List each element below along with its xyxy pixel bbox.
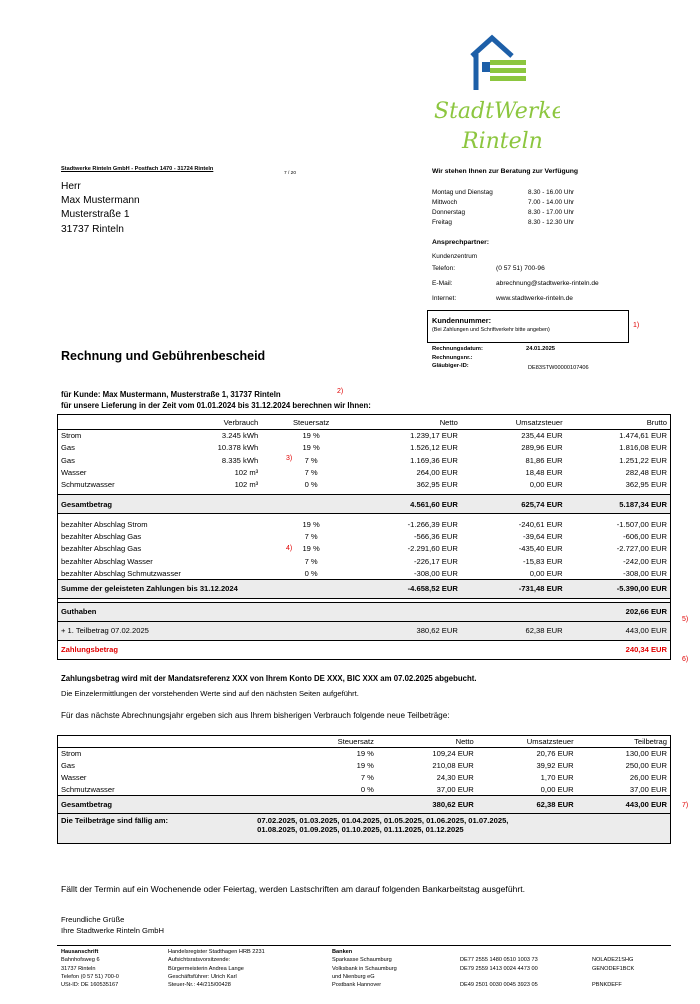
customer-number-box: [427, 310, 629, 343]
holiday-note: Fällt der Termin auf ein Wochenende oder Feiertag, werden Lastschriften am darauf folgenden Bankarbeitstag ausgeführt.: [61, 884, 526, 894]
document-title: Rechnung und Gebührenbescheid: [61, 349, 266, 363]
payment-tax: 0 %: [304, 568, 318, 578]
company-logo: [430, 30, 560, 160]
first-installment-net: 380,62 EUR: [361, 621, 461, 640]
payment-tax: 7 %: [304, 556, 318, 566]
payment-net: -566,36 EUR: [413, 531, 458, 541]
due-dates-line2: 01.08.2025, 01.09.2025, 01.10.2025, 01.11.2025, 01.12.2025: [257, 825, 464, 834]
contact-department: Kundenzentrum: [432, 253, 478, 260]
footer-bic: [592, 948, 634, 989]
payments-total-row: [58, 579, 671, 598]
item-vat: 18,48 EUR: [525, 468, 563, 478]
payment-net: -226,17 EUR: [413, 556, 458, 566]
payment-name: bezahlter Abschlag Strom: [61, 519, 148, 529]
plan-tax: 0 %: [360, 784, 374, 794]
plan-vat: 39,92 EUR: [536, 761, 574, 770]
plan-total-amount: 443,00 EUR: [577, 796, 671, 814]
header-taxrate: Steuersatz: [261, 415, 361, 430]
hours-day: Donnerstag: [432, 209, 466, 216]
payment-net: -1.266,39 EUR: [407, 519, 458, 529]
plan-tax: 19 %: [356, 761, 374, 770]
item-name: Schmutzwasser: [61, 480, 115, 490]
footer-divider: [57, 945, 671, 946]
closing: [61, 914, 164, 937]
table-row: [58, 772, 671, 784]
contact-label: Ansprechpartner:: [432, 239, 490, 246]
table-row: [58, 518, 671, 530]
item-vat: 289,96 EUR: [521, 443, 563, 453]
closing-greeting: Freundliche Grüße: [61, 915, 125, 924]
table-row: [58, 567, 671, 579]
recipient-salutation: Herr: [61, 181, 81, 192]
green-stripe-1: [490, 60, 526, 65]
table-row: [58, 555, 671, 567]
table-row: [58, 430, 671, 442]
first-installment-gross: 443,00 EUR: [566, 621, 671, 640]
table-row: [58, 543, 671, 555]
table-row: [58, 760, 671, 772]
plan-net: 210,08 EUR: [432, 761, 474, 770]
plan-name: Schmutzwasser: [61, 784, 115, 794]
plan-name: Wasser: [61, 773, 87, 782]
invoice-table: [57, 414, 671, 660]
item-qty: 102 m³: [234, 468, 259, 478]
hours-time: 8.30 - 16.00 Uhr: [528, 189, 575, 196]
item-qty: 8.335 kWh: [221, 455, 259, 465]
invoice-meta: [432, 346, 589, 372]
footnote-5: 5): [682, 616, 689, 623]
payment-net: -2.291,60 EUR: [407, 544, 458, 554]
recipient-city: 31737 Rinteln: [61, 223, 124, 235]
item-net: 1.526,12 EUR: [410, 443, 458, 453]
payment-gross: -308,00 EUR: [623, 568, 667, 578]
item-vat: 0,00 EUR: [529, 480, 563, 490]
item-qty: 3.245 kWh: [221, 431, 259, 441]
payment-gross: -2.727,00 EUR: [616, 544, 667, 554]
table-row: [58, 442, 671, 454]
item-name: Strom: [61, 431, 82, 441]
footer-register: [168, 948, 265, 989]
phone-number[interactable]: (0 57 51) 700-96: [496, 265, 545, 272]
contact-key: E-Mail:: [432, 280, 453, 287]
item-gross: 1.251,22 EUR: [619, 455, 667, 465]
payment-amount-label: Zahlungsbetrag: [58, 640, 566, 659]
footer-text: Volksbank in Schaumburg: [332, 965, 397, 972]
footer-iban: [460, 948, 538, 989]
item-tax: 0 %: [304, 480, 318, 490]
invoice-date: 24.01.2025: [526, 346, 556, 352]
due-dates-line1: 07.02.2025, 01.03.2025, 01.04.2025, 01.05.2025, 01.06.2025, 01.07.2025,: [257, 816, 509, 825]
footer-text: Bürgermeisterin Andrea Lange: [168, 965, 244, 972]
item-name: Gas: [61, 443, 75, 453]
item-net: 1.239,17 EUR: [410, 431, 458, 441]
footer-text: Bahnhofsweg 6: [61, 957, 100, 964]
plan-amount: 37,00 EUR: [629, 784, 667, 794]
plan-tax: 19 %: [356, 749, 374, 759]
green-stripe-2: [490, 68, 526, 73]
total-net: 4.561,60 EUR: [361, 495, 461, 514]
plan-name: Strom: [61, 749, 82, 759]
closing-company: Ihre Stadtwerke Rinteln GmbH: [61, 926, 164, 936]
due-dates-row: [58, 814, 671, 844]
footnote-2: 2): [337, 388, 344, 395]
credit-gross: 202,66 EUR: [566, 602, 671, 621]
footer-text: und Nienburg eG: [332, 973, 375, 980]
direct-debit-note: Zahlungsbetrag wird mit der Mandatsreferenz XXX von Ihrem Konto DE XXX, BIC XXX am 07.02.2025 abgebucht.: [61, 674, 477, 683]
footer-text: [460, 948, 538, 956]
header-vat: Umsatzsteuer: [461, 415, 566, 430]
plan-vat: 1,70 EUR: [540, 773, 574, 782]
footnote-7: 7): [682, 802, 689, 809]
payment-vat: -39,64 EUR: [522, 531, 563, 541]
table-row: [58, 784, 671, 796]
payment-gross: -1.507,00 EUR: [616, 519, 667, 529]
item-tax: 7 %: [304, 468, 318, 478]
payment-name: bezahlter Abschlag Gas: [61, 531, 142, 541]
header-gross: Brutto: [566, 415, 671, 430]
item-tax: 7 %: [304, 455, 318, 465]
payment-gross: -606,00 EUR: [623, 531, 667, 541]
hours-day: Montag und Dienstag: [432, 189, 493, 196]
first-installment-vat: 62,38 EUR: [461, 621, 566, 640]
footnote-6: 6): [682, 656, 689, 663]
due-dates-label: Die Teilbeträge sind fällig am:: [58, 814, 248, 844]
item-name: Gas: [61, 455, 75, 465]
footer-text: Steuer-Nr.: 44/215/00428: [168, 982, 231, 989]
footer-text: [592, 973, 634, 981]
info-heading: Wir stehen Ihnen zur Beratung zur Verfügung: [432, 168, 579, 175]
footer-text: NOLADE21SHG: [592, 957, 634, 964]
footer-text: DE77 2555 1480 0510 1003 73: [460, 957, 538, 964]
footer-text: DE79 2559 1413 0024 4473 00: [460, 965, 538, 972]
item-name: Wasser: [61, 468, 87, 478]
payment-name: bezahlter Abschlag Gas: [61, 544, 142, 554]
recipient-street: Musterstraße 1: [61, 209, 130, 221]
logo-line2: Rinteln: [462, 129, 543, 154]
due-dates: [247, 814, 670, 844]
header-vat: Umsatzsteuer: [477, 736, 577, 748]
table-row: [58, 479, 671, 491]
plan-total-vat: 62,38 EUR: [477, 796, 577, 814]
footer-text: Aufsichtsratsvorsitzende:: [168, 957, 231, 964]
installment-table-header: [58, 736, 671, 748]
footnote-1: 1): [633, 322, 640, 329]
footer-text: PBNKDEFF: [592, 982, 622, 989]
payment-vat: 0,00 EUR: [529, 568, 563, 578]
footer-banks: [332, 948, 397, 989]
header-net: Netto: [377, 736, 477, 748]
footer-text: [592, 948, 634, 956]
payment-vat: -435,40 EUR: [518, 544, 563, 554]
creditor-id: DE83STW00000107406: [528, 365, 589, 371]
item-gross: 1.816,08 EUR: [619, 443, 667, 453]
plan-total-label: Gesamtbetrag: [58, 796, 377, 814]
payments-total-vat: -731,48 EUR: [461, 579, 566, 598]
payment-vat: -240,61 EUR: [518, 519, 563, 529]
payment-vat: -15,83 EUR: [522, 556, 563, 566]
payment-name: bezahlter Abschlag Schmutzwasser: [61, 568, 181, 578]
footer-text: Postbank Hannover: [332, 982, 382, 989]
table-row: [58, 748, 671, 760]
creditor-id-label: Gläubiger-ID:: [432, 363, 469, 369]
green-stripe-3: [490, 76, 526, 81]
footer-text: GENODEF1BCK: [592, 965, 635, 972]
payments-total-label: Summe der geleisteten Zahlungen bis 31.12.2024: [58, 579, 362, 598]
footer-text: Geschäftsführer: Ulrich Karl: [168, 973, 237, 980]
item-tax: 19 %: [302, 431, 320, 441]
recipient-name: Max Mustermann: [61, 195, 140, 207]
header-consumption: Verbrauch: [177, 415, 261, 430]
plan-tax: 7 %: [360, 773, 374, 782]
house-door-shape: [482, 62, 490, 72]
page-number: 7 / 20: [284, 171, 297, 176]
website-link[interactable]: www.stadtwerke-rinteln.de: [496, 295, 573, 302]
footer-text: Telefon (0 57 51) 700-0: [61, 973, 119, 980]
item-net: 264,00 EUR: [416, 468, 458, 478]
plan-net: 24,30 EUR: [436, 773, 474, 782]
footer-heading: Banken: [332, 949, 353, 955]
total-label: Gesamtbetrag: [58, 495, 362, 514]
plan-vat: 20,76 EUR: [536, 749, 574, 759]
details-note: Die Einzelermittlungen der vorstehenden Werte sind auf den nächsten Seiten aufgeführt.: [61, 689, 359, 698]
payment-gross: -242,00 EUR: [623, 556, 667, 566]
header-net: Netto: [361, 415, 461, 430]
contact-key: Telefon:: [432, 265, 456, 272]
plan-net: 37,00 EUR: [436, 784, 474, 794]
customer-number-label: Kundennummer:: [432, 316, 492, 325]
payments-total-gross: -5.390,00 EUR: [566, 579, 671, 598]
header-installment: Teilbetrag: [577, 736, 671, 748]
invoice-table-header: [58, 415, 671, 430]
item-qty: 102 m³: [234, 480, 259, 490]
plan-total-net: 380,62 EUR: [377, 796, 477, 814]
first-installment-label: + 1. Teilbetrag 07.02.2025: [58, 621, 362, 640]
payment-amount: 240,34 EUR: [566, 640, 671, 659]
footer-text: [460, 973, 538, 981]
plan-vat: 0,00 EUR: [540, 784, 574, 794]
payment-tax: 19 %: [302, 544, 320, 554]
footer-address: [61, 948, 119, 989]
footer-text: Sparkasse Schaumburg: [332, 957, 392, 964]
hours-time: 7.00 - 14.00 Uhr: [528, 199, 575, 206]
period-line: für unsere Lieferung in der Zeit vom 01.01.2024 bis 31.12.2024 berechnen wir Ihnen:: [61, 401, 371, 410]
payment-tax: 19 %: [302, 519, 320, 529]
payment-name: bezahlter Abschlag Wasser: [61, 556, 153, 566]
footer-heading: Hausanschrift: [61, 949, 99, 955]
footnote-4: 4): [286, 545, 293, 552]
next-year-note: Für das nächste Abrechnungsjahr ergeben sich aus Ihrem bisherigen Verbrauch folgende neue Teilbeträge:: [61, 711, 450, 720]
hours-time: 8.30 - 12.30 Uhr: [528, 219, 575, 226]
item-net: 362,95 EUR: [416, 480, 458, 490]
email-link[interactable]: abrechnung@stadtwerke-rinteln.de: [496, 280, 599, 287]
contact-key: Internet:: [432, 295, 457, 302]
item-gross: 1.474,61 EUR: [619, 431, 667, 441]
invoice-number-label: Rechnungsnr.:: [432, 354, 473, 361]
payments-total-net: -4.658,52 EUR: [361, 579, 461, 598]
table-row: [58, 466, 671, 478]
item-vat: 81,86 EUR: [525, 455, 563, 465]
header-taxrate: Steuersatz: [247, 736, 377, 748]
footer-text: USt-ID: DE 160535167: [61, 982, 119, 989]
item-qty: 10.378 kWh: [217, 443, 259, 453]
invoice-date-label: Rechnungsdatum:: [432, 346, 483, 352]
payment-net: -308,00 EUR: [413, 568, 458, 578]
footer-text: Handelsregister Stadthagen HRB 2231: [168, 949, 265, 955]
customer-line: für Kunde: Max Mustermann, Musterstraße 1, 31737 Rinteln: [61, 390, 281, 399]
item-tax: 19 %: [302, 443, 320, 453]
plan-name: Gas: [61, 761, 75, 770]
first-installment-row: [58, 621, 671, 640]
customer-number-hint: (Bei Zahlungen und Schriftverkehr bitte angeben): [432, 327, 550, 333]
footnote-3: 3): [286, 455, 293, 462]
total-gross: 5.187,34 EUR: [566, 495, 671, 514]
hours-day: Freitag: [432, 219, 452, 226]
item-net: 1.169,36 EUR: [410, 455, 458, 465]
footer-text: DE49 2501 0030 0045 3923 05: [460, 982, 538, 989]
plan-net: 109,24 EUR: [432, 749, 474, 759]
house-roof-shape: [472, 38, 512, 56]
hours-day: Mittwoch: [432, 199, 458, 206]
plan-amount: 250,00 EUR: [625, 761, 667, 770]
logo-line1: StadtWerke: [434, 99, 560, 124]
item-vat: 235,44 EUR: [521, 431, 563, 441]
sender-line: Stadtwerke Rinteln GmbH - Postfach 1470 - 31724 Rinteln: [61, 166, 214, 172]
item-gross: 282,48 EUR: [625, 468, 667, 478]
credit-label: Guthaben: [58, 602, 566, 621]
item-gross: 362,95 EUR: [625, 480, 667, 490]
hours-time: 8.30 - 17.00 Uhr: [528, 209, 575, 216]
plan-amount: 26,00 EUR: [629, 773, 667, 782]
table-row: [58, 530, 671, 542]
installment-table: [57, 735, 671, 844]
credit-row: [58, 602, 671, 621]
plan-amount: 130,00 EUR: [625, 749, 667, 759]
footer-text: 31737 Rinteln: [61, 965, 96, 972]
table-row: [58, 454, 671, 466]
payment-amount-row: [58, 640, 671, 659]
payment-tax: 7 %: [304, 531, 318, 541]
total-row: [58, 495, 671, 514]
recipient-address: [61, 180, 140, 237]
total-vat: 625,74 EUR: [461, 495, 566, 514]
plan-total-row: [58, 796, 671, 814]
